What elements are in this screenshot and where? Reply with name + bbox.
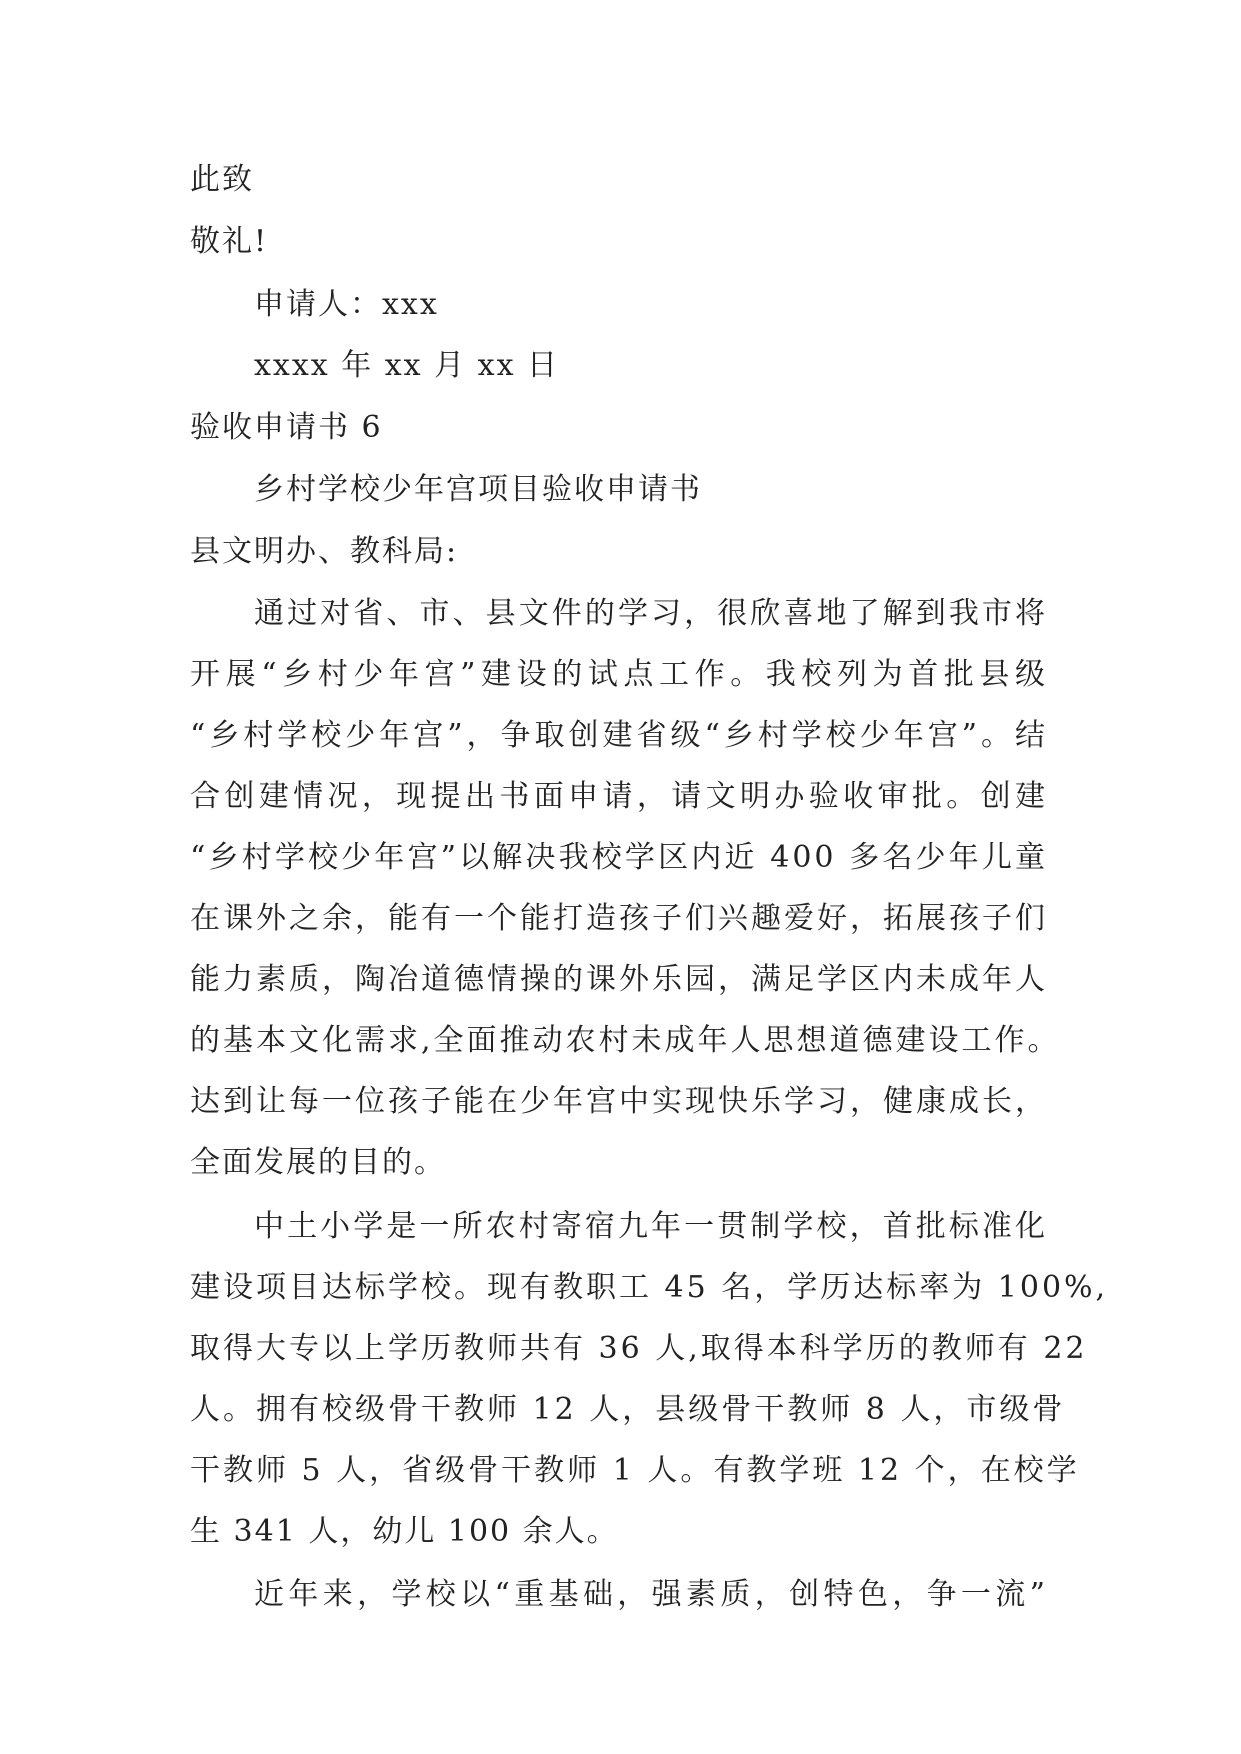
closing-cizhi: 此致 xyxy=(190,162,254,197)
paragraph-line: 达到让每一位孩子能在少年宫中实现快乐学习，健康成长， xyxy=(190,1084,1048,1119)
paragraph-line: 取得大专以上学历教师共有 36 人,取得本科学历的教师有 22 xyxy=(190,1331,1088,1366)
paragraph-line: 能力素质，陶冶道德情操的课外乐园，满足学区内未成年人 xyxy=(190,962,1048,997)
paragraph-line: 中土小学是一所农村寄宿九年一贯制学校，首批标准化 xyxy=(254,1209,1048,1244)
recipient-line: 县文明办、教科局: xyxy=(190,534,459,569)
paragraph-line: 人。拥有校级骨干教师 12 人，县级骨干教师 8 人，市级骨 xyxy=(190,1392,1066,1427)
section-heading: 验收申请书 6 xyxy=(190,410,383,445)
paragraph-line: 全面发展的目的。 xyxy=(190,1145,446,1180)
paragraph-line: 生 341 人，幼儿 100 余人。 xyxy=(190,1514,619,1549)
paragraph-line: 通过对省、市、县文件的学习，很欣喜地了解到我市将 xyxy=(254,596,1048,631)
paragraph-line: 开展“乡村少年宫”建设的试点工作。我校列为首批县级 xyxy=(190,657,1048,692)
document-title: 乡村学校少年宫项目验收申请书 xyxy=(254,472,702,507)
paragraph-line: “乡村学校少年宫”，争取创建省级“乡村学校少年宫”。结 xyxy=(190,718,1048,753)
paragraph-line: 建设项目达标学校。现有教职工 45 名，学历达标率为 100%, xyxy=(190,1270,1109,1305)
paragraph-line: “乡村学校少年宫”以解决我校学区内近 400 多名少年儿童 xyxy=(190,840,1048,875)
date-line: xxxx 年 xx 月 xx 日 xyxy=(254,348,560,383)
paragraph-line: 的基本文化需求,全面推动农村未成年人思想道德建设工作。 xyxy=(190,1023,1061,1058)
closing-jingli: 敬礼! xyxy=(190,224,269,259)
paragraph-line: 在课外之余，能有一个能打造孩子们兴趣爱好，拓展孩子们 xyxy=(190,901,1048,936)
paragraph-line: 合创建情况，现提出书面申请，请文明办验收审批。创建 xyxy=(190,779,1048,814)
applicant-line: 申请人：xxx xyxy=(254,287,439,322)
paragraph-line: 近年来，学校以“重基础，强素质，创特色，争一流” xyxy=(254,1577,1048,1612)
paragraph-line: 干教师 5 人，省级骨干教师 1 人。有教学班 12 个，在校学 xyxy=(190,1453,1080,1488)
